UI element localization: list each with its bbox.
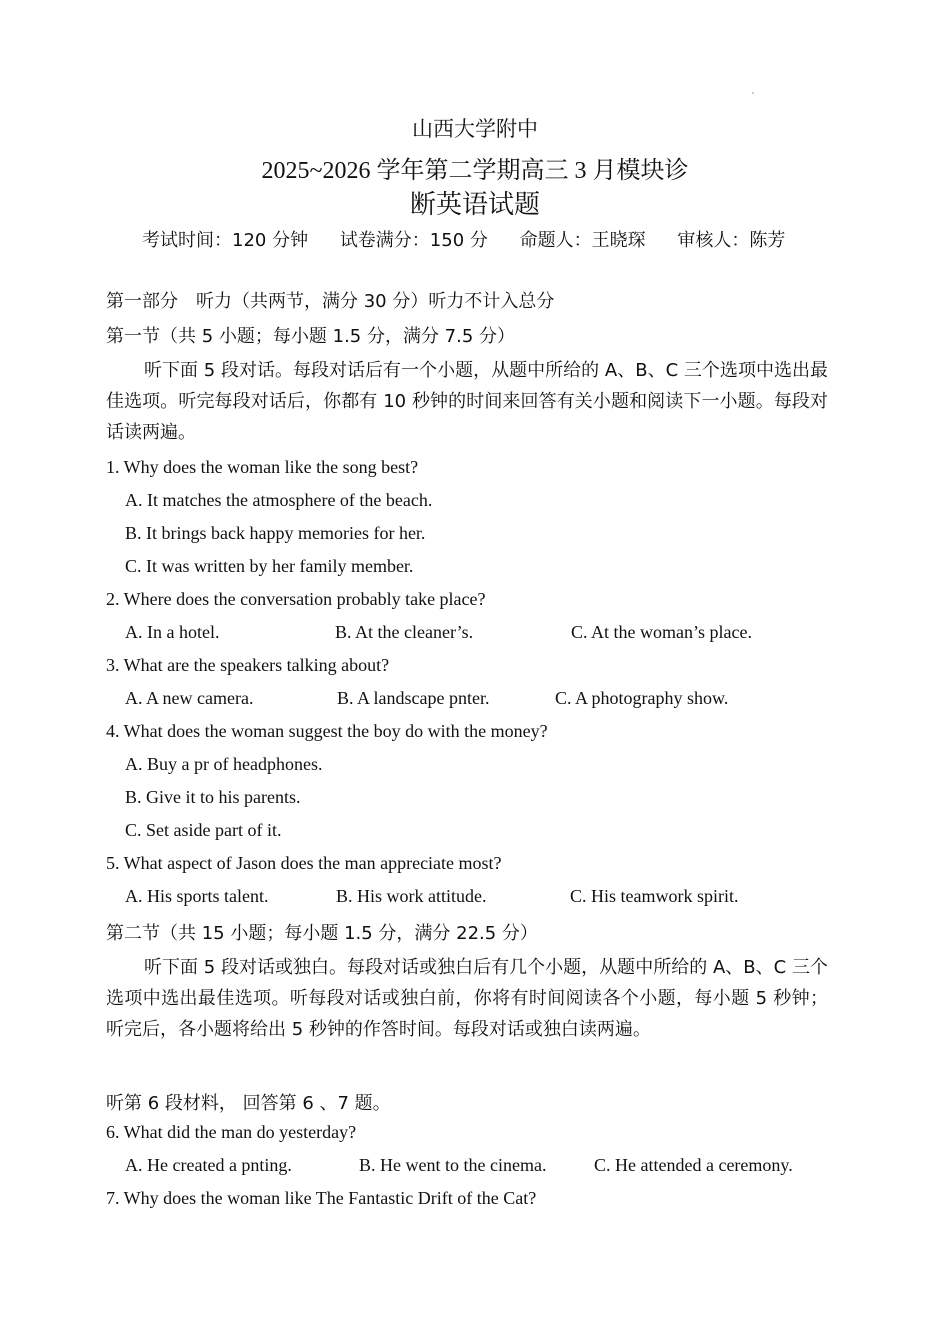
q3-option-a: A. A new camera. [125,688,254,708]
scan-dot [752,92,754,94]
exam-info [142,229,832,252]
q3-option-c: C. A photography show. [555,688,729,708]
q4-option-a: A. Buy a pr of headphones. [125,754,323,774]
exam-title-line2: 断英语试题 [409,190,540,220]
question-7: 7. Why does the woman like The Fantastic Drift of the Cat? [106,1188,537,1208]
full-score: 试卷满分：150 分 [339,230,488,251]
q1-option-a: A. It matches the atmosphere of the beach. [125,490,433,510]
section2-instruction: 听下面 5 段对话或独白。每段对话或独白后有几个小题，从题中所给的 A、B、C 三个选项中选出最佳选项。听每段对话或独白前，你将有时间阅读各个小题，每小题 5 秒钟；听完后，各小题将给出 5 秒钟的作答时间。每段对话或独白读两遍。 [106,957,828,1040]
section1-heading: 第一节（共 5 小题；每小题 1.5 分，满分 7.5 分） [106,326,516,347]
q6-option-c: C. He attended a ceremony. [594,1155,793,1175]
q2-option-c: C. At the woman’s place. [571,622,752,642]
question-1: 1. Why does the woman like the song best? [106,457,419,477]
question-6: 6. What did the man do yesterday? [106,1122,357,1142]
author: 命题人：王晓琛 [519,230,646,251]
q4-option-c: C. Set aside part of it. [125,820,282,840]
q2-option-a: A. In a hotel. [125,622,220,642]
q1-option-c: C. It was written by her family member. [125,556,414,576]
school-name: 山西大学附中 [412,117,538,141]
q5-option-a: A. His sports talent. [125,886,269,906]
reviewer: 审核人：陈芳 [677,230,786,251]
question-3: 3. What are the speakers talking about? [106,655,390,675]
q4-option-b: B. Give it to his parents. [125,787,301,807]
q3-option-b: B. A landscape pnter. [337,688,490,708]
q1-option-b: B. It brings back happy memories for her. [125,523,426,543]
section1-instruction: 听下面 5 段对话。每段对话后有一个小题，从题中所给的 A、B、C 三个选项中选出最佳选项。听完每段对话后，你都有 10 秒钟的时间来回答有关小题和阅读下一小题。每段对话读两遍。 [106,360,828,443]
material-note: 听第 6 段材料， 回答第 6 、7 题。 [106,1093,391,1114]
q5-option-c: C. His teamwork spirit. [570,886,739,906]
part1-heading: 第一部分 听力（共两节，满分 30 分）听力不计入总分 [106,291,555,312]
question-4: 4. What does the woman suggest the boy do with the money? [106,721,548,741]
exam-time: 考试时间：120 分钟 [142,230,309,251]
question-5: 5. What aspect of Jason does the man appreciate most? [106,853,502,873]
q6-option-a: A. He created a pnting. [125,1155,292,1175]
question-2: 2. Where does the conversation probably take place? [106,589,486,609]
q2-option-b: B. At the cleaner’s. [335,622,474,642]
q6-option-b: B. He went to the cinema. [359,1155,547,1175]
exam-title-line1: 2025~2026 学年第二学期高三 3 月模块诊 [261,158,689,184]
q5-option-b: B. His work attitude. [336,886,487,906]
section2-heading: 第二节（共 15 小题；每小题 1.5 分，满分 22.5 分） [106,923,538,944]
